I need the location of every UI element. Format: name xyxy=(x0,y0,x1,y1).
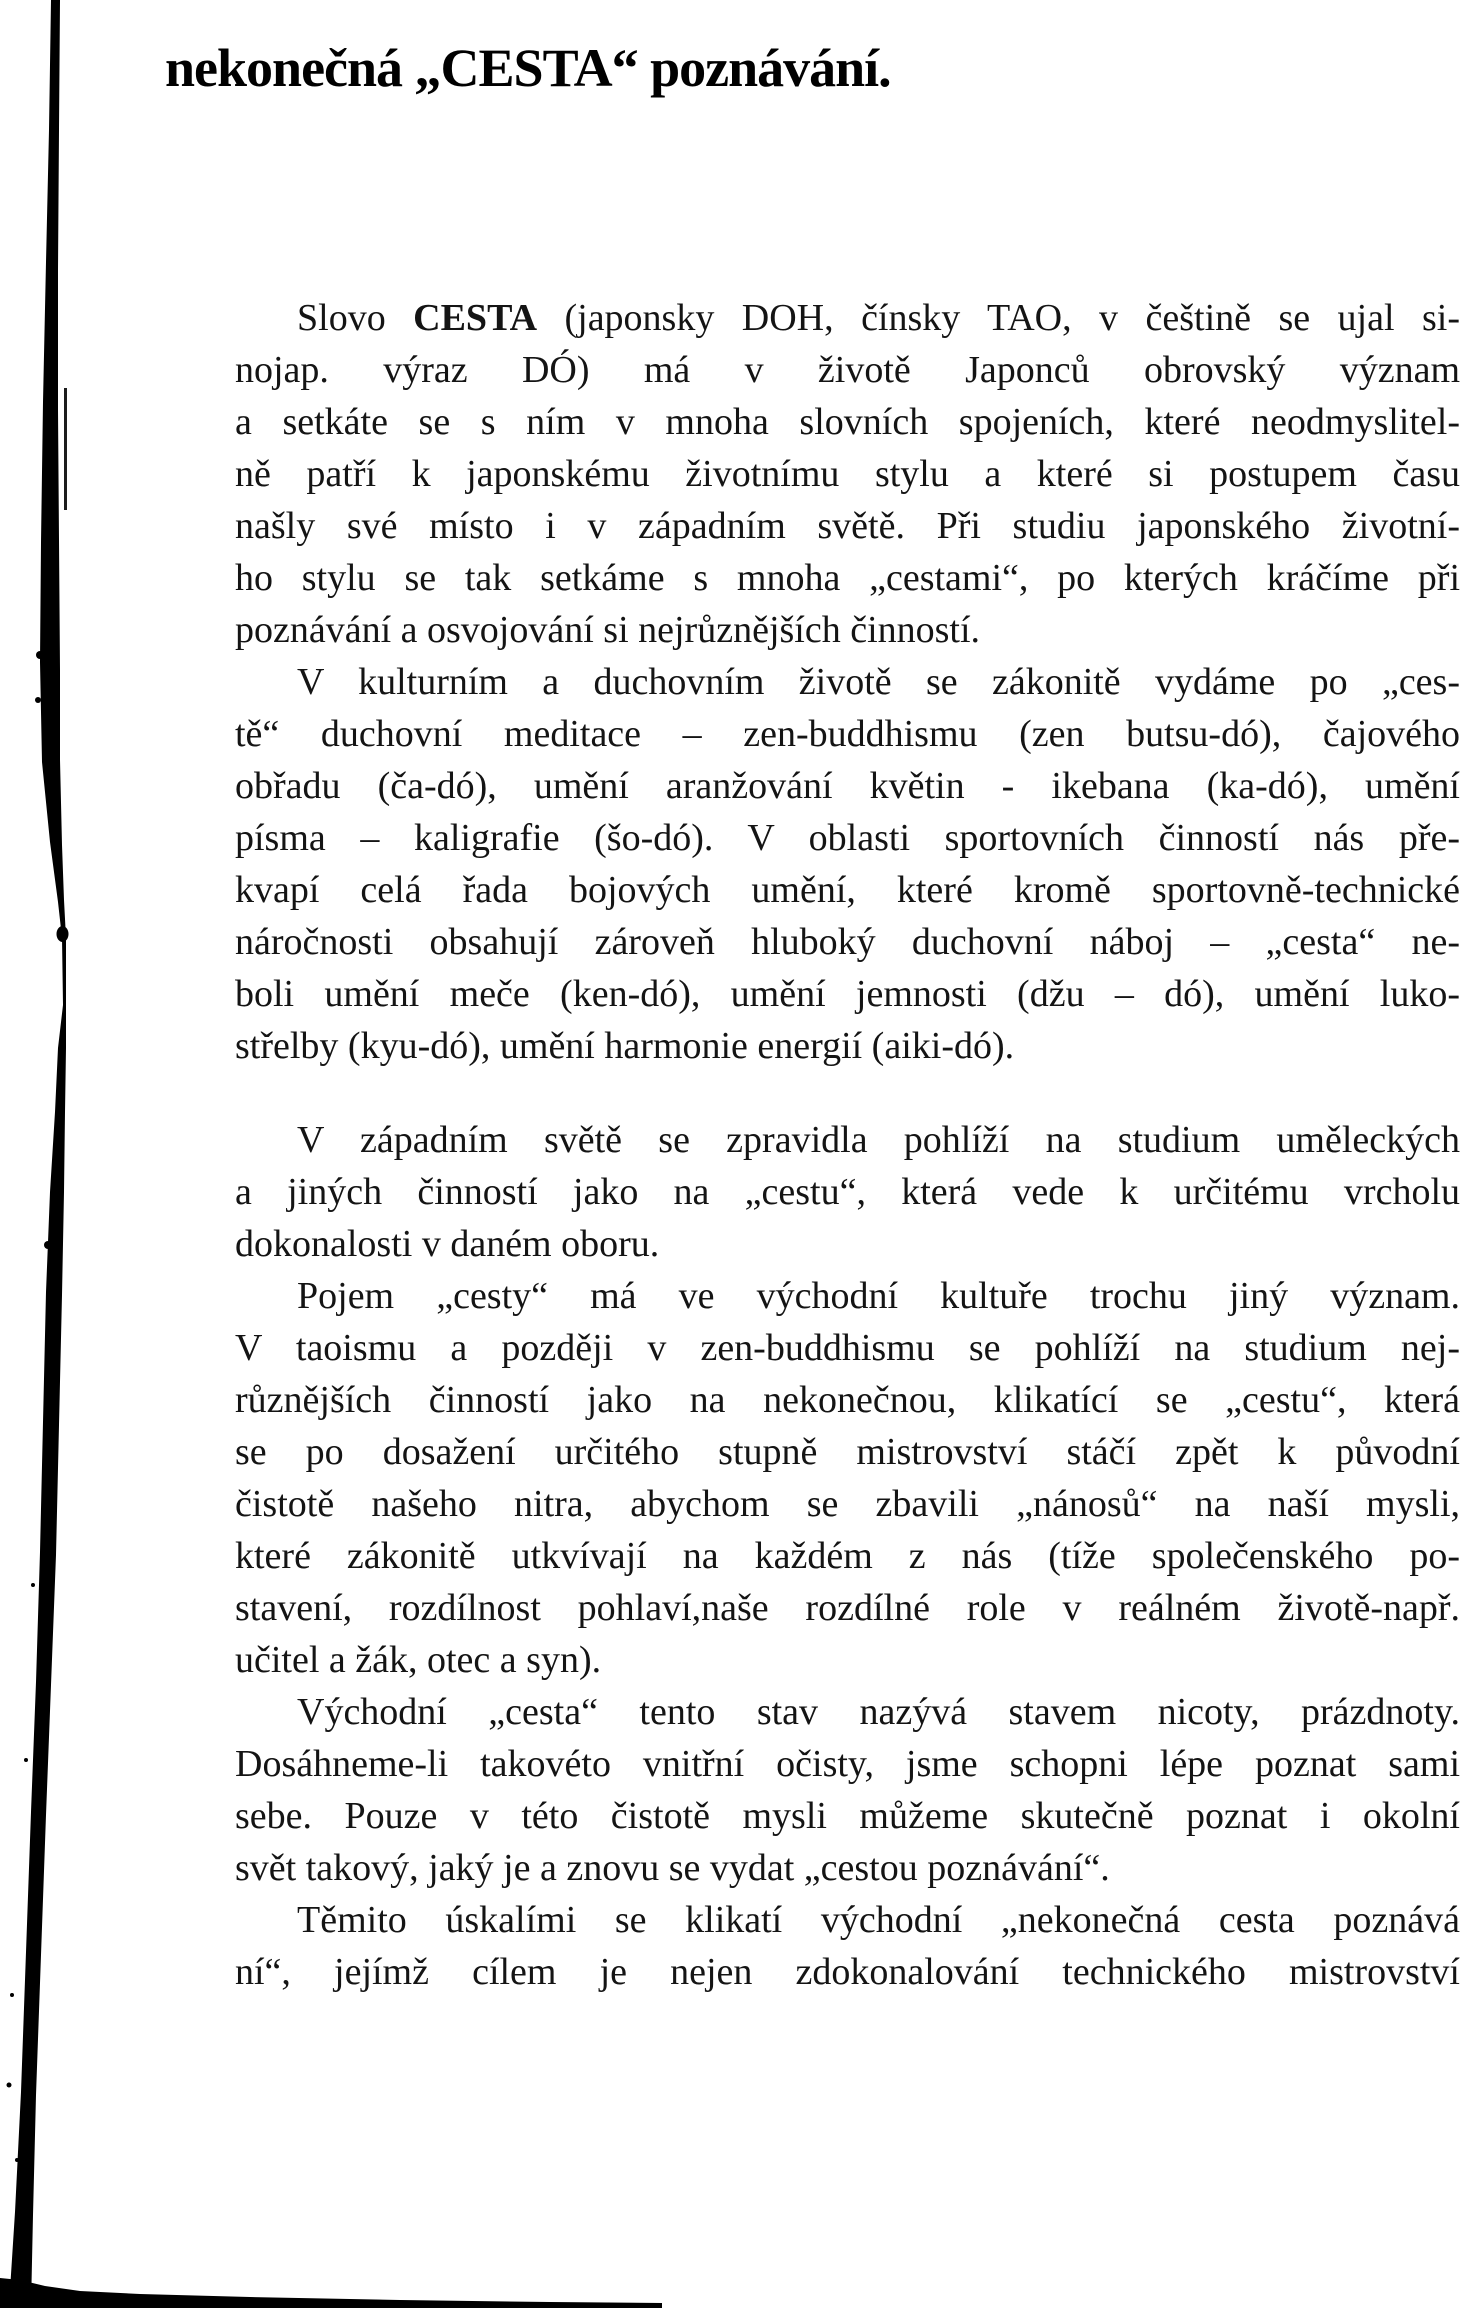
text-line xyxy=(235,500,1460,552)
text-line xyxy=(235,1790,1460,1842)
text-segment: obřadu (ča-dó), umění aranžování květin - ikebana (ka-dó), umění xyxy=(235,765,1460,807)
text-line xyxy=(235,656,1460,708)
text-line xyxy=(235,1738,1460,1790)
text-line xyxy=(235,1946,1460,1998)
text-line xyxy=(235,1634,1460,1686)
paragraph xyxy=(235,656,1460,1072)
paragraph xyxy=(235,1686,1460,1894)
text-segment: tě“ duchovní meditace – zen-buddhismu (zen butsu-dó), čajového xyxy=(235,713,1460,755)
paragraph xyxy=(235,1114,1460,1270)
text-segment: náročnosti obsahují zároveň hluboký duchovní náboj – „cesta“ ne- xyxy=(235,921,1460,963)
text-segment: různějších činností jako na nekonečnou, klikatící se „cestu“, která xyxy=(235,1379,1460,1421)
text-segment: ně patří k japonskému životnímu stylu a které si postupem času xyxy=(235,453,1460,495)
text-segment: V taoismu a později v zen-buddhismu se pohlíží na studium nej- xyxy=(235,1327,1460,1369)
paragraph xyxy=(235,292,1460,656)
paragraph xyxy=(235,1270,1460,1686)
paragraph xyxy=(235,1894,1460,1998)
bold-word: CESTA xyxy=(413,297,538,339)
text-segment: boli umění meče (ken-dó), umění jemnosti (džu – dó), umění luko- xyxy=(235,973,1460,1015)
text-line xyxy=(235,1270,1460,1322)
text-segment: svět takový, jaký je a znovu se vydat „cestou poznávání“. xyxy=(235,1847,1110,1889)
text-segment: ho stylu se tak setkáme s mnoha „cestami“, po kterých kráčíme při xyxy=(235,557,1460,599)
text-segment: Slovo xyxy=(297,297,414,339)
text-line xyxy=(235,1374,1460,1426)
text-line xyxy=(235,968,1460,1020)
text-line xyxy=(235,1166,1460,1218)
bottom-edge-artifact xyxy=(0,2278,662,2308)
text-segment: (japonsky DOH, čínsky TAO, v češtině se ujal si- xyxy=(537,297,1460,339)
scratch-line-artifact xyxy=(64,388,67,510)
text-segment: Pojem „cesty“ má ve východní kultuře trochu jiný význam. xyxy=(297,1275,1460,1317)
text-line xyxy=(235,1894,1460,1946)
text-segment: Dosáhneme-li takovéto vnitřní očisty, jsme schopni lépe poznat sami xyxy=(235,1743,1460,1785)
ink-blob-artifact xyxy=(57,926,69,942)
text-line xyxy=(235,448,1460,500)
text-segment: V kulturním a duchovním životě se zákonitě vydáme po „ces- xyxy=(297,661,1460,703)
text-line xyxy=(235,1530,1460,1582)
text-line xyxy=(235,604,1460,656)
text-segment: stavení, rozdílnost pohlaví,naše rozdílné role v reálném životě-např. xyxy=(235,1587,1460,1629)
text-line xyxy=(235,1426,1460,1478)
text-segment: písma – kaligrafie (šo-dó). V oblasti sportovních činností nás pře- xyxy=(235,817,1460,859)
text-line xyxy=(235,1582,1460,1634)
text-line xyxy=(235,396,1460,448)
text-segment: nojap. výraz DÓ) má v životě Japonců obrovský význam xyxy=(235,349,1460,391)
text-segment: a jiných činností jako na „cestu“, která vede k určitému vrcholu xyxy=(235,1171,1460,1213)
text-segment: Východní „cesta“ tento stav nazývá stavem nicoty, prázdnoty. xyxy=(297,1691,1460,1733)
text-segment: dokonalosti v daném oboru. xyxy=(235,1223,660,1265)
text-line xyxy=(235,916,1460,968)
text-line xyxy=(235,1322,1460,1374)
text-line xyxy=(235,1842,1460,1894)
text-line xyxy=(235,1114,1460,1166)
text-segment: učitel a žák, otec a syn). xyxy=(235,1639,602,1681)
text-line xyxy=(235,864,1460,916)
text-segment: našly své místo i v západním světě. Při studiu japonského životní- xyxy=(235,505,1460,547)
text-segment: V západním světě se zpravidla pohlíží na studium uměleckých xyxy=(297,1119,1460,1161)
text-segment: kvapí celá řada bojových umění, které kromě sportovně-technické xyxy=(235,869,1460,911)
text-segment: Těmito úskalími se klikatí východní „nekonečná cesta poznává xyxy=(297,1899,1460,1941)
text-line xyxy=(235,344,1460,396)
text-segment: se po dosažení určitého stupně mistrovství stáčí zpět k původní xyxy=(235,1431,1460,1473)
text-line xyxy=(235,812,1460,864)
body-text xyxy=(235,292,1460,1998)
text-segment: čistotě našeho nitra, abychom se zbavili „nánosů“ na naší mysli, xyxy=(235,1483,1460,1525)
text-line xyxy=(235,1218,1460,1270)
page-title: nekonečná „CESTA“ poznávání. xyxy=(165,38,891,98)
text-line xyxy=(235,1020,1460,1072)
text-line xyxy=(235,760,1460,812)
text-segment: které zákonitě utkvívají na každém z nás (tíže společenského po- xyxy=(235,1535,1460,1577)
text-line xyxy=(235,708,1460,760)
text-segment: a setkáte se s ním v mnoha slovních spojeních, které neodmyslitel- xyxy=(235,401,1460,443)
text-line xyxy=(235,1478,1460,1530)
text-segment: ní“, jejímž cílem je nejen zdokonalování technického mistrovství xyxy=(235,1951,1460,1993)
text-line xyxy=(235,292,1460,344)
text-segment: střelby (kyu-dó), umění harmonie energií (aiki-dó). xyxy=(235,1025,1015,1067)
text-segment: poznávání a osvojování si nejrůznějších činností. xyxy=(235,609,981,651)
text-line xyxy=(235,552,1460,604)
text-segment: sebe. Pouze v této čistotě mysli můžeme skutečně poznat i okolní xyxy=(235,1795,1460,1837)
text-line xyxy=(235,1686,1460,1738)
binding-bar-artifact xyxy=(8,0,66,2308)
